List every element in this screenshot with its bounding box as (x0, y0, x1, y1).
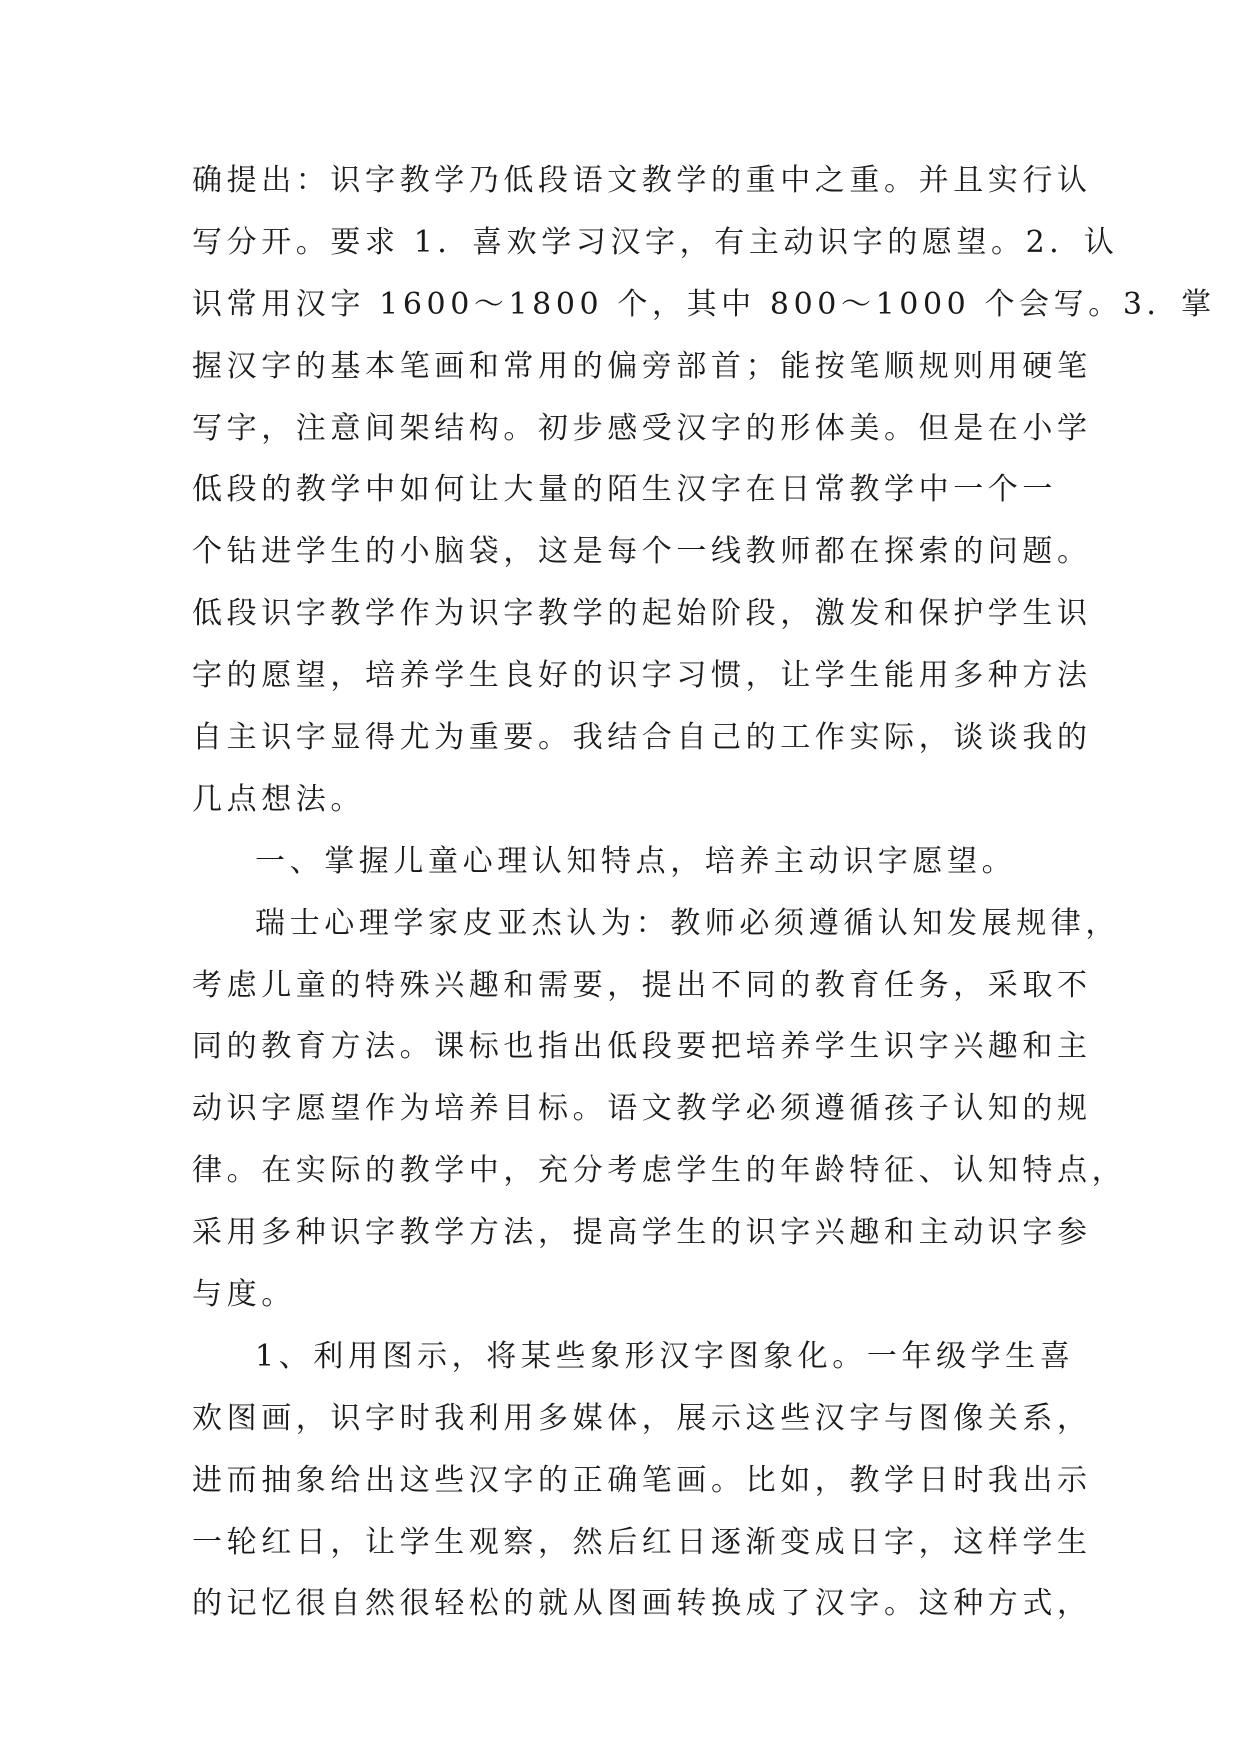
text-line: 字的愿望，培养学生良好的识字习惯，让学生能用多种方法 (192, 658, 1092, 694)
section-heading: 一、掌握儿童心理认知特点，培养主动识字愿望。 (255, 843, 1017, 879)
text-line: 识常用汉字 1600～1800 个，其中 800～1000 个会写。3．掌 (192, 286, 1216, 322)
text-line: 欢图画，识字时我利用多媒体，展示这些汉字与图像关系， (192, 1400, 1092, 1436)
text-line: 与度。 (192, 1277, 296, 1313)
text-line: 采用多种识字教学方法，提高学生的识字兴趣和主动识字参 (192, 1215, 1092, 1251)
text-line: 瑞士心理学家皮亚杰认为：教师必须遵循认知发展规律， (255, 905, 1120, 941)
text-line: 动识字愿望作为培养目标。语文教学必须遵循孩子认知的规 (192, 1091, 1092, 1127)
text-line: 握汉字的基本笔画和常用的偏旁部首；能按笔顺规则用硬笔 (192, 348, 1092, 384)
text-line: 确提出：识字教学乃低段语文教学的重中之重。并且实行认 (192, 163, 1092, 198)
text-line: 律。在实际的教学中，充分考虑学生的年龄特征、认知特点， (192, 1153, 1127, 1189)
text-line: 一轮红日，让学生观察，然后红日逐渐变成日字，这样学生 (192, 1524, 1092, 1560)
text-line: 写分开。要求 1．喜欢学习汉字，有主动识字的愿望。2．认 (192, 224, 1119, 260)
text-line: 的记忆很自然很轻松的就从图画转换成了汉字。这种方式， (192, 1586, 1092, 1622)
text-line: 低段识字教学作为识字教学的起始阶段，激发和保护学生识 (192, 596, 1092, 632)
text-line: 1、利用图示，将某些象形汉字图象化。一年级学生喜 (255, 1338, 1075, 1374)
text-line: 自主识字显得尤为重要。我结合自己的工作实际，谈谈我的 (192, 720, 1092, 756)
text-line: 低段的教学中如何让大量的陌生汉字在日常教学中一个一 (192, 472, 1057, 508)
text-line: 个钻进学生的小脑袋，这是每个一线教师都在探索的问题。 (192, 534, 1092, 570)
text-line: 进而抽象给出这些汉字的正确笔画。比如，教学日时我出示 (192, 1462, 1092, 1498)
text-line: 几点想法。 (192, 781, 365, 817)
document-page (192, 150, 1216, 1635)
text-line: 写字，注意间架结构。初步感受汉字的形体美。但是在小学 (192, 410, 1092, 446)
text-line: 考虑儿童的特殊兴趣和需要，提出不同的教育任务，采取不 (192, 967, 1092, 1003)
text-line: 同的教育方法。课标也指出低段要把培养学生识字兴趣和主 (192, 1029, 1092, 1065)
